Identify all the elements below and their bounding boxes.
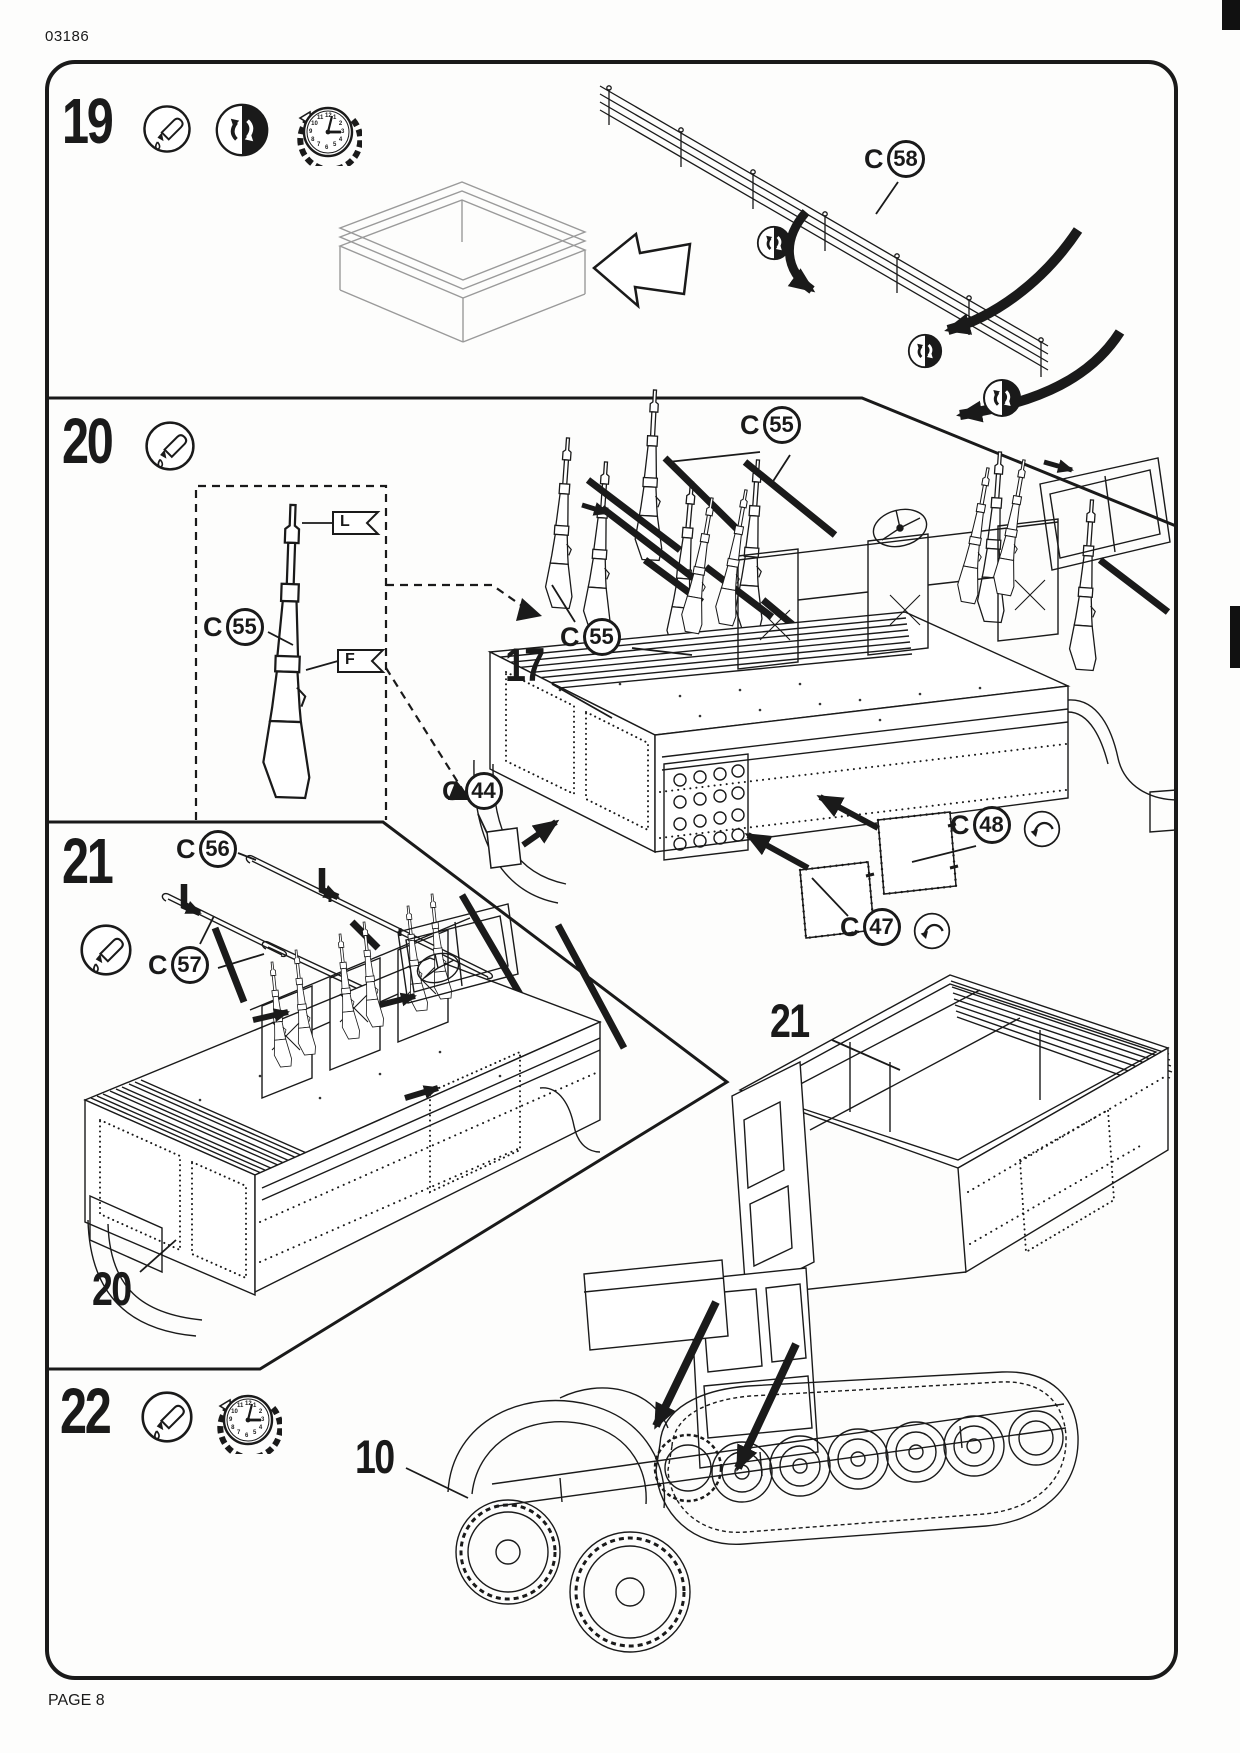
clock-numeral: 6 xyxy=(325,144,329,151)
clock-numeral: 9 xyxy=(309,128,313,135)
callout-c56: C 56 xyxy=(176,830,237,868)
step-20-number: 20 xyxy=(62,405,112,477)
callout-c55-box: C 55 xyxy=(203,608,264,646)
part-17-label: 17 xyxy=(505,638,544,691)
leader-lines xyxy=(140,182,976,1498)
glue-icon-step19 xyxy=(141,103,193,155)
part-20-label: 20 xyxy=(92,1262,131,1315)
part-10-label: 10 xyxy=(355,1430,394,1483)
clock-numeral: 4 xyxy=(258,1424,263,1431)
clock-numeral: 7 xyxy=(237,1430,241,1437)
plate-c44 xyxy=(487,828,521,868)
clock-numeral: 8 xyxy=(231,1424,235,1431)
step-21-number: 21 xyxy=(62,825,112,897)
callout-c58: C 58 xyxy=(864,140,925,178)
glue-icon-step21 xyxy=(78,922,134,978)
clock-icon-step19 xyxy=(294,98,362,166)
clock-numeral: 5 xyxy=(333,142,337,149)
clock-numeral: 11 xyxy=(317,114,324,121)
railing-part-c58-drawing xyxy=(600,86,1048,377)
clock-numeral: 8 xyxy=(311,136,315,143)
callout-c57: C 57 xyxy=(148,946,209,984)
rifle-part-c55-detail xyxy=(262,504,319,798)
clock-numeral: 3 xyxy=(341,128,345,135)
c44-insert-arrow xyxy=(523,822,556,845)
clock-numeral: 12 xyxy=(325,112,332,119)
clock-numeral: 6 xyxy=(245,1432,249,1439)
clock-numeral: 10 xyxy=(311,120,318,127)
position-choice-icon-c48 xyxy=(1022,809,1062,849)
callout-c47: C 47 xyxy=(840,908,901,946)
step-19-number: 19 xyxy=(62,85,112,157)
clock-numeral: 10 xyxy=(231,1408,238,1415)
position-choice-icon-c47 xyxy=(912,911,952,951)
chassis-10-drawing xyxy=(448,1260,1078,1652)
assembled-railing-drawing xyxy=(340,182,585,342)
clock-numeral: 1 xyxy=(253,1402,257,1409)
clock-numeral: 5 xyxy=(253,1430,257,1437)
callout-c55-top: C 55 xyxy=(740,406,801,444)
steering-wheel xyxy=(869,504,930,552)
callout-c44: C 44 xyxy=(442,772,503,810)
direction-outline-arrow xyxy=(594,234,690,306)
front-wheels xyxy=(456,1500,690,1652)
flag-shapes xyxy=(333,512,383,672)
part-21-label: 21 xyxy=(770,994,809,1047)
glue-icon-step22 xyxy=(139,1389,195,1445)
clock-numeral: 1 xyxy=(333,114,337,121)
callout-c48: C 48 xyxy=(950,806,1011,844)
clock-numeral: 2 xyxy=(258,1408,263,1415)
page-label: PAGE 8 xyxy=(48,1692,105,1709)
clock-numeral: 11 xyxy=(237,1402,244,1409)
turn-over-icon-step19 xyxy=(214,102,270,158)
kit-number: 03186 xyxy=(45,28,90,45)
door-insert-arrow-1 xyxy=(748,835,808,868)
turn-over-icon-a xyxy=(756,225,792,261)
turn-over-icon-b xyxy=(907,333,943,369)
clock-numeral: 12 xyxy=(245,1400,252,1407)
flag-f-label: F xyxy=(345,651,355,668)
clock-numeral: 9 xyxy=(229,1416,233,1423)
clock-icon-step22 xyxy=(214,1386,282,1454)
clock-numeral: 2 xyxy=(338,120,343,127)
clock-numeral: 4 xyxy=(338,136,343,143)
glue-icon-step20 xyxy=(143,419,197,473)
flag-l-label: L xyxy=(340,513,350,530)
callout-c55-mid: C 55 xyxy=(560,618,621,656)
clock-numeral: 3 xyxy=(261,1416,265,1423)
clock-numeral: 7 xyxy=(317,142,321,149)
turn-over-icon-c xyxy=(982,378,1022,418)
step-22-number: 22 xyxy=(60,1375,110,1447)
